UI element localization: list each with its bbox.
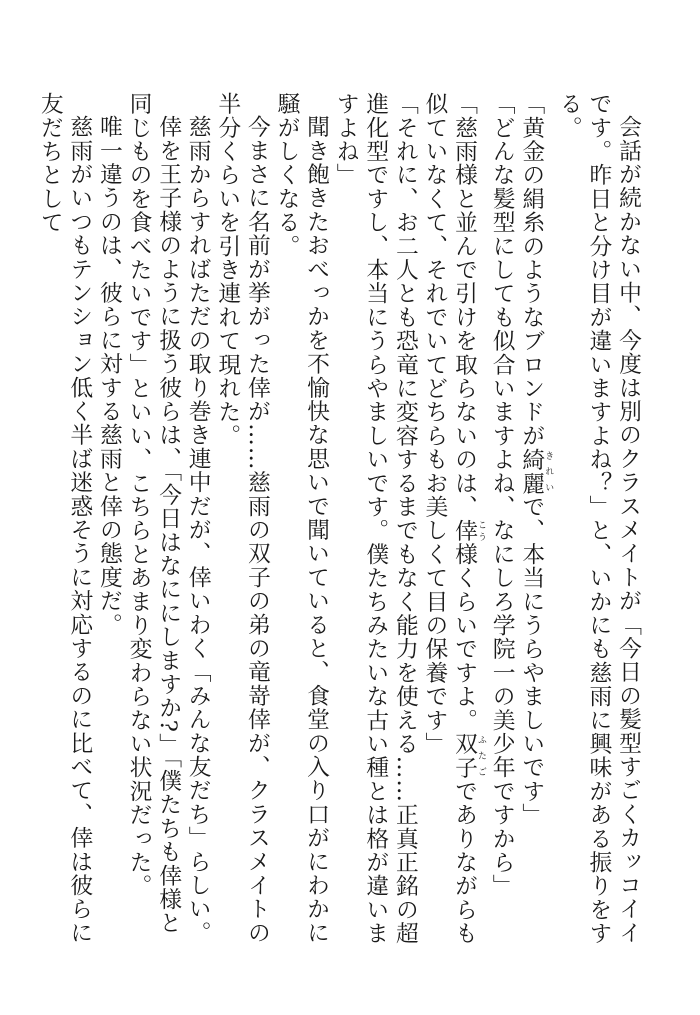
ruby-reading: ふたご <box>476 731 487 780</box>
ruby-word <box>451 518 487 543</box>
dialog-paragraph <box>419 92 486 952</box>
text-segment: で、本当にうらやましいです」 <box>518 494 545 827</box>
text-segment: 「黄金の絹糸のようなブロンドが <box>518 92 545 448</box>
narration-paragraph: 聞き飽きたおべっかを不愉快な思いで聞いていると、食堂の入り口がにわかに騒がしくなる。 <box>273 92 330 945</box>
ruby-word <box>451 731 487 780</box>
text-segment: 「それに、お二人とも恐竜に変容するまでもなく能力を使える……正真正銘の超進化型ですし、本当にうらやましいです。僕たちみたいな古い種とは格が違いますよね」 <box>332 92 418 946</box>
dialog-paragraph <box>330 92 419 952</box>
ruby-reading: こう <box>476 518 487 543</box>
ruby-base: 倖 <box>451 518 478 543</box>
text-segment: 「慈雨様と並んで引けを取らないのは、 <box>451 92 478 519</box>
dialog-paragraph <box>486 92 516 952</box>
text-segment: でありながらも似ていなくて、それでいてどちらもお美しくて目の保養です」 <box>421 92 478 946</box>
text-segment: 様くらいですよ。 <box>451 542 478 732</box>
narration-paragraph: 唯一違うのは、彼らに対する慈雨と倖の態度だ。 <box>95 114 122 637</box>
narration-paragraph: 今まさに名前が挙がった倖が……慈雨の双子の弟の竜嵜倖が、クラスメイトの半分くらいを引き連れて現れた。 <box>214 92 270 945</box>
dialog-paragraph <box>516 92 554 952</box>
vertical-text-body <box>34 92 642 952</box>
ruby-base: 綺麗 <box>518 447 545 495</box>
text-segment: 「どんな髪型にしても似合いますよね、なにしろ学院一の美少年ですから」 <box>488 92 515 898</box>
narration-paragraph: 会話が続かない中、今度は別のクラスメイトが「今日の髪型すごくカッコイイです。昨日と分け目が違いますよね？」と、いかにも慈雨に興味がある振りをする。 <box>555 92 641 946</box>
narration-paragraph: 慈雨からすればただの取り巻き連中だが、倖いわく「みんな友だち」らしい。 <box>184 114 211 945</box>
narration-paragraph: 慈雨がいつもテンション低く半ば迷惑そうに対応するのに比べて、倖は彼らに友だちとして <box>36 92 93 945</box>
ruby-base: 双子 <box>451 731 478 780</box>
ruby-reading: きれい <box>543 447 554 495</box>
ruby-word <box>518 447 554 495</box>
narration-paragraph: 倖を王子様のように扱う彼らは、「今日はなににしますか?」「僕たちも倖様と同じものを食べたいです」といい、こちらとあまり変わらない状況だった。 <box>125 92 182 935</box>
